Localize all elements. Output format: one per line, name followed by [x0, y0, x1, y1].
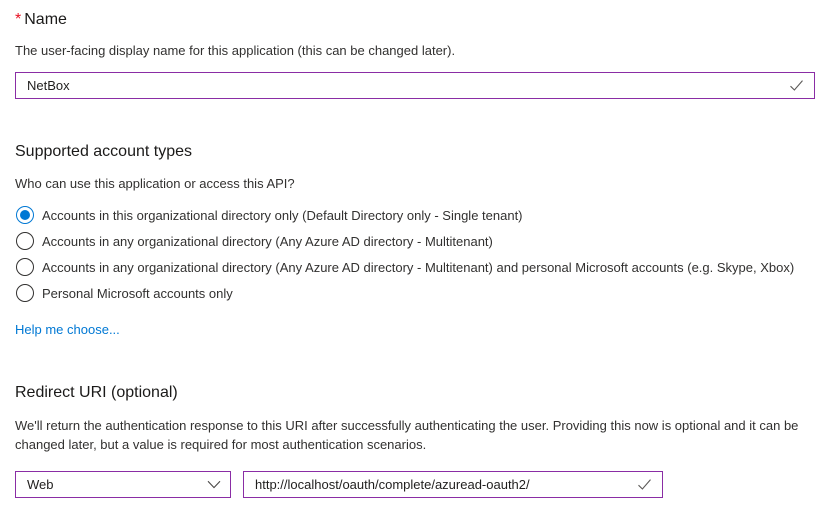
chevron-down-icon — [207, 480, 221, 489]
radio-personal-only-label: Personal Microsoft accounts only — [42, 285, 233, 301]
supported-account-types-title: Supported account types — [15, 143, 193, 160]
name-section-title-text: Name — [24, 11, 67, 28]
radio-multitenant-label: Accounts in any organizational directory (Any Azure AD directory - Multitenant) — [42, 233, 493, 249]
redirect-uri-controls — [15, 471, 815, 498]
radio-personal-only[interactable] — [15, 280, 815, 306]
required-asterisk: * — [15, 11, 22, 28]
redirect-uri-input-value: http://localhost/oauth/complete/azuread-oauth2/ — [255, 477, 530, 492]
radio-button-icon — [16, 284, 34, 302]
name-description: The user-facing display name for this application (this can be changed later). — [15, 43, 456, 58]
account-types-question: Who can use this application or access this API? — [15, 176, 295, 191]
checkmark-icon — [789, 79, 804, 92]
platform-select-value: Web — [27, 477, 54, 492]
redirect-uri-input[interactable] — [243, 471, 663, 498]
radio-button-icon — [16, 232, 34, 250]
radio-multitenant[interactable] — [15, 228, 815, 254]
help-me-choose-link[interactable]: Help me choose... — [15, 322, 120, 337]
supported-account-types-section — [15, 142, 815, 339]
radio-multitenant-personal-label: Accounts in any organizational directory (Any Azure AD directory - Multitenant) and personal Microsoft accounts (e.g. Skype, Xbox) — [42, 259, 795, 275]
radio-button-icon — [16, 206, 34, 224]
name-input[interactable] — [15, 72, 815, 99]
platform-select[interactable] — [15, 471, 231, 498]
redirect-uri-description: We'll return the authentication response to this URI after successfully authenticating the user. Providing this now is optional and it can be changed later, but a value is required for most authentication scenarios. — [15, 418, 799, 452]
radio-multitenant-personal[interactable] — [15, 254, 815, 280]
radio-single-tenant-label: Accounts in this organizational directory only (Default Directory only - Single tenant) — [42, 207, 523, 223]
radio-button-icon — [16, 258, 34, 276]
radio-single-tenant[interactable] — [15, 202, 815, 228]
name-section — [15, 10, 815, 99]
checkmark-icon — [637, 478, 652, 491]
redirect-uri-section — [15, 383, 815, 498]
name-input-value: NetBox — [27, 78, 70, 93]
redirect-uri-title: Redirect URI (optional) — [15, 384, 178, 401]
account-types-radio-group — [15, 202, 815, 306]
name-section-title — [15, 10, 815, 30]
